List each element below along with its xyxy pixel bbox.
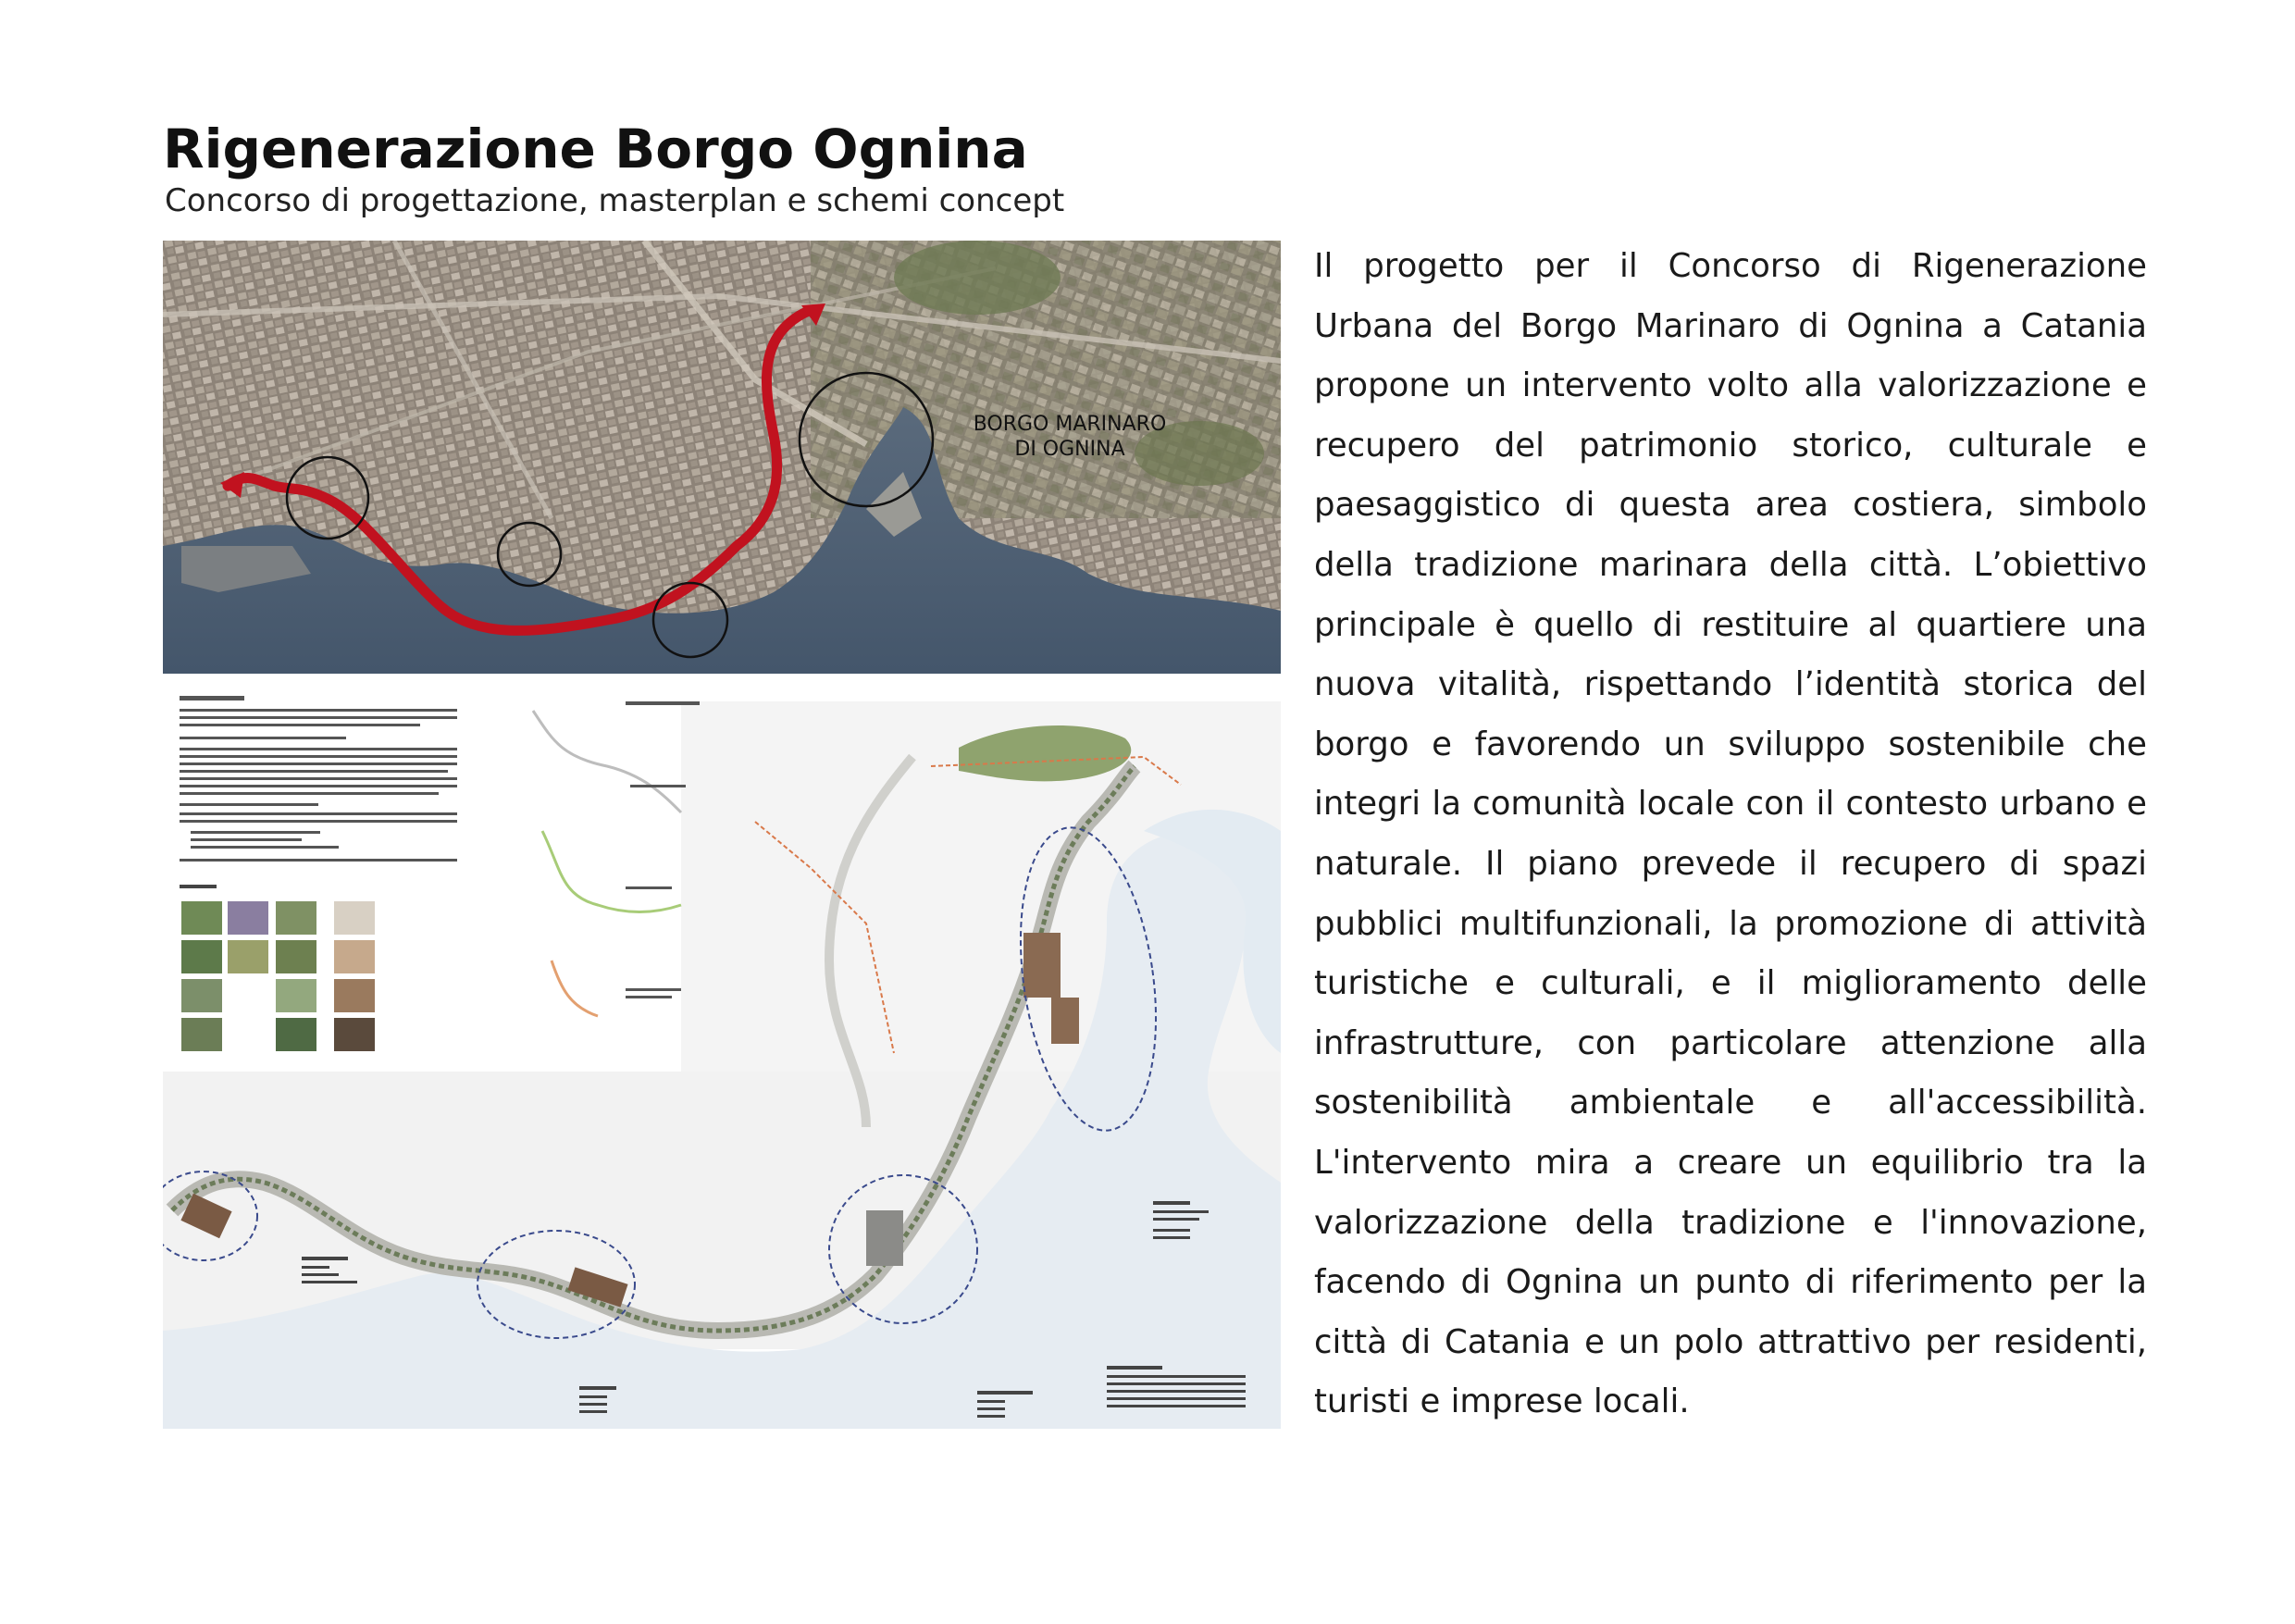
description-paragraph: Il progetto per il Concorso di Rigenerazione Urbana del Borgo Marinaro di Ognina a Catania propone un intervento volto alla valorizzazione e recupero del patrimonio storico, culturale e paesaggistico di questa area costiera, simbolo della tradizione marinara della città. L’obiettivo principale è quello di restituire al quartiere una nuova vitalità, rispettando l’identità storica del borgo e favorendo un sviluppo sostenibile che integri la comunità locale con il contesto urbano e naturale. Il piano prevede il recupero di spazi pubblici multifunzionali, la promozione di attività turistiche e culturali, e il miglioramento delle infrastrutture, con particolare attenzione alla sostenibilità ambientale e all'accessibilità. L'intervento mira a creare un equilibrio tra la valorizzazione della tradizione e l'innovazione, facendo di Ognina un punto di riferimento per la città di Catania e un polo attrattivo per residenti, turisti e imprese locali. <box>1314 247 2147 1421</box>
aerial-label-line2: DI OGNINA <box>1014 438 1125 461</box>
masterplan-image <box>163 683 1281 1429</box>
aerial-map-image <box>163 241 1281 674</box>
page-subtitle: Concorso di progettazione, masterplan e schemi concept <box>165 182 1065 219</box>
page-title: Rigenerazione Borgo Ognina <box>163 118 1028 180</box>
aerial-label-line1: BORGO MARINARO <box>973 413 1167 436</box>
